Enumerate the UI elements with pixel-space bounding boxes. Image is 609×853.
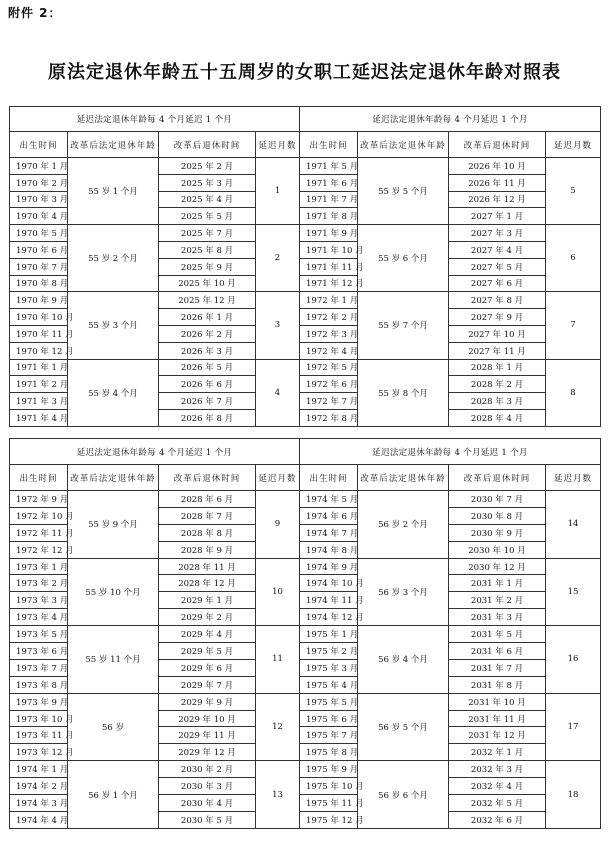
birth-date: 1970 年 6 月 bbox=[10, 241, 68, 258]
retirement-time: 2026 年 1 月 bbox=[159, 309, 256, 326]
birth-date: 1975 年 4 月 bbox=[300, 676, 358, 693]
retirement-time-header: 改革后退休时间 bbox=[449, 465, 546, 491]
retirement-time: 2029 年 4 月 bbox=[159, 626, 256, 643]
birth-date: 1973 年 9 月 bbox=[10, 693, 68, 710]
retirement-time: 2027 年 4 月 bbox=[449, 241, 546, 258]
birth-date: 1970 年 12 月 bbox=[10, 342, 68, 359]
delay-months: 8 bbox=[546, 359, 601, 426]
retirement-time: 2028 年 11 月 bbox=[159, 558, 256, 575]
delay-months-header: 延迟月数 bbox=[546, 132, 601, 158]
delay-months: 1 bbox=[256, 158, 300, 225]
birth-date: 1972 年 2 月 bbox=[300, 309, 358, 326]
birth-date: 1972 年 10 月 bbox=[10, 507, 68, 524]
birth-date: 1973 年 11 月 bbox=[10, 727, 68, 744]
birth-date: 1971 年 1 月 bbox=[10, 359, 68, 376]
retirement-time: 2031 年 12 月 bbox=[449, 727, 546, 744]
birth-date: 1972 年 6 月 bbox=[300, 376, 358, 393]
delay-months: 5 bbox=[546, 158, 601, 225]
birth-date: 1975 年 10 月 bbox=[300, 778, 358, 795]
birth-date: 1972 年 3 月 bbox=[300, 325, 358, 342]
retirement-time: 2026 年 3 月 bbox=[159, 342, 256, 359]
retirement-time: 2026 年 5 月 bbox=[159, 359, 256, 376]
table-row bbox=[10, 626, 601, 643]
retirement-age: 56 岁 4 个月 bbox=[358, 626, 449, 694]
retirement-time: 2025 年 4 月 bbox=[159, 191, 256, 208]
birth-date: 1973 年 6 月 bbox=[10, 643, 68, 660]
retirement-time: 2027 年 9 月 bbox=[449, 309, 546, 326]
retirement-time: 2032 年 5 月 bbox=[449, 795, 546, 812]
birth-date: 1971 年 4 月 bbox=[10, 409, 68, 426]
birth-date: 1974 年 12 月 bbox=[300, 609, 358, 626]
retirement-time: 2029 年 9 月 bbox=[159, 693, 256, 710]
retirement-time: 2028 年 7 月 bbox=[159, 507, 256, 524]
section-header: 延迟法定退休年龄每 4 个月延迟 1 个月 bbox=[300, 439, 601, 465]
retirement-age: 55 岁 2 个月 bbox=[68, 225, 159, 292]
birth-date: 1972 年 11 月 bbox=[10, 524, 68, 541]
retirement-time: 2025 年 8 月 bbox=[159, 241, 256, 258]
retirement-time: 2031 年 10 月 bbox=[449, 693, 546, 710]
birth-date: 1974 年 4 月 bbox=[10, 811, 68, 828]
retirement-time-header: 改革后退休时间 bbox=[159, 465, 256, 491]
birth-date: 1975 年 6 月 bbox=[300, 710, 358, 727]
section-header: 延迟法定退休年龄每 4 个月延迟 1 个月 bbox=[10, 439, 300, 465]
retirement-time: 2027 年 6 月 bbox=[449, 275, 546, 292]
retirement-time: 2030 年 7 月 bbox=[449, 491, 546, 508]
birth-date: 1971 年 6 月 bbox=[300, 174, 358, 191]
birth-date: 1975 年 12 月 bbox=[300, 811, 358, 828]
delay-months: 13 bbox=[256, 761, 300, 829]
birth-date: 1974 年 6 月 bbox=[300, 507, 358, 524]
retirement-age: 55 岁 1 个月 bbox=[68, 158, 159, 225]
table-row bbox=[10, 491, 601, 508]
retirement-age: 55 岁 10 个月 bbox=[68, 558, 159, 626]
delay-months: 6 bbox=[546, 225, 601, 292]
retirement-time: 2029 年 10 月 bbox=[159, 710, 256, 727]
retirement-time-header: 改革后退休时间 bbox=[159, 132, 256, 158]
birth-date: 1975 年 5 月 bbox=[300, 693, 358, 710]
page-title: 原法定退休年龄五十五周岁的女职工延迟法定退休年龄对照表 bbox=[48, 62, 561, 83]
birth-date: 1970 年 8 月 bbox=[10, 275, 68, 292]
birth-date: 1971 年 10 月 bbox=[300, 241, 358, 258]
retirement-time: 2032 年 4 月 bbox=[449, 778, 546, 795]
retirement-time: 2029 年 2 月 bbox=[159, 609, 256, 626]
retirement-time: 2032 年 3 月 bbox=[449, 761, 546, 778]
section-header: 延迟法定退休年龄每 4 个月延迟 1 个月 bbox=[300, 107, 601, 132]
birth-date: 1973 年 10 月 bbox=[10, 710, 68, 727]
birth-date: 1971 年 3 月 bbox=[10, 393, 68, 410]
birth-date: 1971 年 9 月 bbox=[300, 225, 358, 242]
delay-months: 12 bbox=[256, 693, 300, 761]
birth-date: 1975 年 9 月 bbox=[300, 761, 358, 778]
comparison-table-2 bbox=[9, 438, 601, 829]
birth-date: 1972 年 7 月 bbox=[300, 393, 358, 410]
birth-date-header: 出生时间 bbox=[300, 132, 358, 158]
retirement-age-header: 改革后法定退休年龄 bbox=[68, 465, 159, 491]
birth-date: 1975 年 7 月 bbox=[300, 727, 358, 744]
birth-date: 1972 年 9 月 bbox=[10, 491, 68, 508]
retirement-time: 2029 年 11 月 bbox=[159, 727, 256, 744]
retirement-time: 2027 年 3 月 bbox=[449, 225, 546, 242]
retirement-age: 55 岁 7 个月 bbox=[358, 292, 449, 359]
retirement-time: 2028 年 9 月 bbox=[159, 541, 256, 558]
birth-date: 1972 年 8 月 bbox=[300, 409, 358, 426]
retirement-time: 2027 年 1 月 bbox=[449, 208, 546, 225]
retirement-time: 2030 年 10 月 bbox=[449, 541, 546, 558]
retirement-time: 2030 年 8 月 bbox=[449, 507, 546, 524]
retirement-time: 2028 年 3 月 bbox=[449, 393, 546, 410]
retirement-age: 56 岁 3 个月 bbox=[358, 558, 449, 626]
birth-date: 1974 年 11 月 bbox=[300, 592, 358, 609]
birth-date: 1971 年 2 月 bbox=[10, 376, 68, 393]
retirement-age: 55 岁 8 个月 bbox=[358, 359, 449, 426]
birth-date: 1975 年 8 月 bbox=[300, 744, 358, 761]
delay-months: 9 bbox=[256, 491, 300, 559]
retirement-age: 56 岁 1 个月 bbox=[68, 761, 159, 829]
retirement-time: 2029 年 1 月 bbox=[159, 592, 256, 609]
birth-date: 1973 年 3 月 bbox=[10, 592, 68, 609]
birth-date-header: 出生时间 bbox=[10, 132, 68, 158]
table-row bbox=[10, 359, 601, 376]
retirement-age-header: 改革后法定退休年龄 bbox=[358, 132, 449, 158]
retirement-age: 55 岁 11 个月 bbox=[68, 626, 159, 694]
retirement-time: 2025 年 12 月 bbox=[159, 292, 256, 309]
birth-date: 1973 年 5 月 bbox=[10, 626, 68, 643]
retirement-time: 2028 年 4 月 bbox=[449, 409, 546, 426]
retirement-age-header: 改革后法定退休年龄 bbox=[358, 465, 449, 491]
retirement-time: 2027 年 5 月 bbox=[449, 258, 546, 275]
retirement-age: 56 岁 2 个月 bbox=[358, 491, 449, 559]
retirement-time: 2031 年 11 月 bbox=[449, 710, 546, 727]
birth-date: 1973 年 1 月 bbox=[10, 558, 68, 575]
birth-date: 1973 年 4 月 bbox=[10, 609, 68, 626]
retirement-time: 2028 年 6 月 bbox=[159, 491, 256, 508]
section-header: 延迟法定退休年龄每 4 个月延迟 1 个月 bbox=[10, 107, 300, 132]
retirement-time: 2030 年 2 月 bbox=[159, 761, 256, 778]
retirement-time: 2028 年 8 月 bbox=[159, 524, 256, 541]
birth-date: 1975 年 1 月 bbox=[300, 626, 358, 643]
birth-date: 1971 年 12 月 bbox=[300, 275, 358, 292]
retirement-time: 2031 年 3 月 bbox=[449, 609, 546, 626]
table-row bbox=[10, 693, 601, 710]
delay-months: 14 bbox=[546, 491, 601, 559]
retirement-age: 55 岁 9 个月 bbox=[68, 491, 159, 559]
retirement-time: 2026 年 7 月 bbox=[159, 393, 256, 410]
table-row bbox=[10, 292, 601, 309]
birth-date: 1974 年 2 月 bbox=[10, 778, 68, 795]
delay-months: 17 bbox=[546, 693, 601, 761]
table-row bbox=[10, 225, 601, 242]
retirement-age: 56 岁 6 个月 bbox=[358, 761, 449, 829]
retirement-time: 2029 年 6 月 bbox=[159, 659, 256, 676]
retirement-time: 2029 年 5 月 bbox=[159, 643, 256, 660]
birth-date: 1974 年 3 月 bbox=[10, 795, 68, 812]
birth-date: 1970 年 11 月 bbox=[10, 325, 68, 342]
retirement-age: 55 岁 4 个月 bbox=[68, 359, 159, 426]
retirement-time: 2031 年 5 月 bbox=[449, 626, 546, 643]
birth-date: 1973 年 8 月 bbox=[10, 676, 68, 693]
delay-months: 10 bbox=[256, 558, 300, 626]
retirement-age: 55 岁 6 个月 bbox=[358, 225, 449, 292]
retirement-age: 55 岁 5 个月 bbox=[358, 158, 449, 225]
birth-date: 1970 年 7 月 bbox=[10, 258, 68, 275]
retirement-time: 2031 年 2 月 bbox=[449, 592, 546, 609]
retirement-time: 2029 年 12 月 bbox=[159, 744, 256, 761]
delay-months-header: 延迟月数 bbox=[256, 132, 300, 158]
delay-months: 16 bbox=[546, 626, 601, 694]
retirement-time: 2032 年 6 月 bbox=[449, 811, 546, 828]
birth-date: 1971 年 8 月 bbox=[300, 208, 358, 225]
birth-date: 1972 年 4 月 bbox=[300, 342, 358, 359]
delay-months: 2 bbox=[256, 225, 300, 292]
retirement-time: 2030 年 5 月 bbox=[159, 811, 256, 828]
retirement-time: 2031 年 6 月 bbox=[449, 643, 546, 660]
birth-date-header: 出生时间 bbox=[300, 465, 358, 491]
retirement-time: 2029 年 7 月 bbox=[159, 676, 256, 693]
delay-months: 7 bbox=[546, 292, 601, 359]
birth-date: 1974 年 1 月 bbox=[10, 761, 68, 778]
table-row bbox=[10, 158, 601, 175]
birth-date: 1971 年 11 月 bbox=[300, 258, 358, 275]
retirement-time: 2026 年 10 月 bbox=[449, 158, 546, 175]
retirement-time: 2026 年 6 月 bbox=[159, 376, 256, 393]
retirement-age: 55 岁 3 个月 bbox=[68, 292, 159, 359]
birth-date: 1970 年 2 月 bbox=[10, 174, 68, 191]
birth-date: 1973 年 2 月 bbox=[10, 575, 68, 592]
birth-date: 1974 年 10 月 bbox=[300, 575, 358, 592]
delay-months: 15 bbox=[546, 558, 601, 626]
birth-date: 1970 年 4 月 bbox=[10, 208, 68, 225]
retirement-time: 2030 年 3 月 bbox=[159, 778, 256, 795]
birth-date: 1974 年 8 月 bbox=[300, 541, 358, 558]
birth-date: 1974 年 5 月 bbox=[300, 491, 358, 508]
birth-date: 1970 年 10 月 bbox=[10, 309, 68, 326]
birth-date-header: 出生时间 bbox=[10, 465, 68, 491]
retirement-time: 2030 年 9 月 bbox=[449, 524, 546, 541]
delay-months: 18 bbox=[546, 761, 601, 829]
table-row bbox=[10, 558, 601, 575]
table-row bbox=[10, 761, 601, 778]
birth-date: 1974 年 9 月 bbox=[300, 558, 358, 575]
birth-date: 1971 年 5 月 bbox=[300, 158, 358, 175]
retirement-time: 2026 年 2 月 bbox=[159, 325, 256, 342]
comparison-table-1 bbox=[9, 106, 601, 427]
retirement-age-header: 改革后法定退休年龄 bbox=[68, 132, 159, 158]
retirement-time: 2031 年 7 月 bbox=[449, 659, 546, 676]
birth-date: 1975 年 3 月 bbox=[300, 659, 358, 676]
retirement-time: 2025 年 2 月 bbox=[159, 158, 256, 175]
retirement-time: 2031 年 1 月 bbox=[449, 575, 546, 592]
birth-date: 1971 年 7 月 bbox=[300, 191, 358, 208]
retirement-time: 2028 年 1 月 bbox=[449, 359, 546, 376]
retirement-time: 2032 年 1 月 bbox=[449, 744, 546, 761]
delay-months: 11 bbox=[256, 626, 300, 694]
retirement-time: 2031 年 8 月 bbox=[449, 676, 546, 693]
retirement-time: 2028 年 12 月 bbox=[159, 575, 256, 592]
birth-date: 1972 年 5 月 bbox=[300, 359, 358, 376]
birth-date: 1970 年 5 月 bbox=[10, 225, 68, 242]
birth-date: 1975 年 2 月 bbox=[300, 643, 358, 660]
annex-label: 附件 2： bbox=[8, 6, 62, 20]
delay-months: 3 bbox=[256, 292, 300, 359]
birth-date: 1973 年 12 月 bbox=[10, 744, 68, 761]
retirement-time: 2027 年 11 月 bbox=[449, 342, 546, 359]
delay-months: 4 bbox=[256, 359, 300, 426]
retirement-time: 2025 年 3 月 bbox=[159, 174, 256, 191]
retirement-time-header: 改革后退休时间 bbox=[449, 132, 546, 158]
retirement-age: 56 岁 bbox=[68, 693, 159, 761]
retirement-time: 2025 年 9 月 bbox=[159, 258, 256, 275]
retirement-time: 2025 年 7 月 bbox=[159, 225, 256, 242]
retirement-time: 2027 年 10 月 bbox=[449, 325, 546, 342]
retirement-time: 2030 年 12 月 bbox=[449, 558, 546, 575]
retirement-age: 56 岁 5 个月 bbox=[358, 693, 449, 761]
retirement-time: 2025 年 10 月 bbox=[159, 275, 256, 292]
birth-date: 1972 年 12 月 bbox=[10, 541, 68, 558]
birth-date: 1974 年 7 月 bbox=[300, 524, 358, 541]
retirement-time: 2025 年 5 月 bbox=[159, 208, 256, 225]
delay-months-header: 延迟月数 bbox=[546, 465, 601, 491]
birth-date: 1970 年 1 月 bbox=[10, 158, 68, 175]
retirement-time: 2026 年 8 月 bbox=[159, 409, 256, 426]
delay-months-header: 延迟月数 bbox=[256, 465, 300, 491]
birth-date: 1970 年 9 月 bbox=[10, 292, 68, 309]
retirement-time: 2026 年 12 月 bbox=[449, 191, 546, 208]
birth-date: 1975 年 11 月 bbox=[300, 795, 358, 812]
retirement-time: 2027 年 8 月 bbox=[449, 292, 546, 309]
birth-date: 1973 年 7 月 bbox=[10, 659, 68, 676]
birth-date: 1970 年 3 月 bbox=[10, 191, 68, 208]
retirement-time: 2026 年 11 月 bbox=[449, 174, 546, 191]
retirement-time: 2030 年 4 月 bbox=[159, 795, 256, 812]
retirement-time: 2028 年 2 月 bbox=[449, 376, 546, 393]
birth-date: 1972 年 1 月 bbox=[300, 292, 358, 309]
